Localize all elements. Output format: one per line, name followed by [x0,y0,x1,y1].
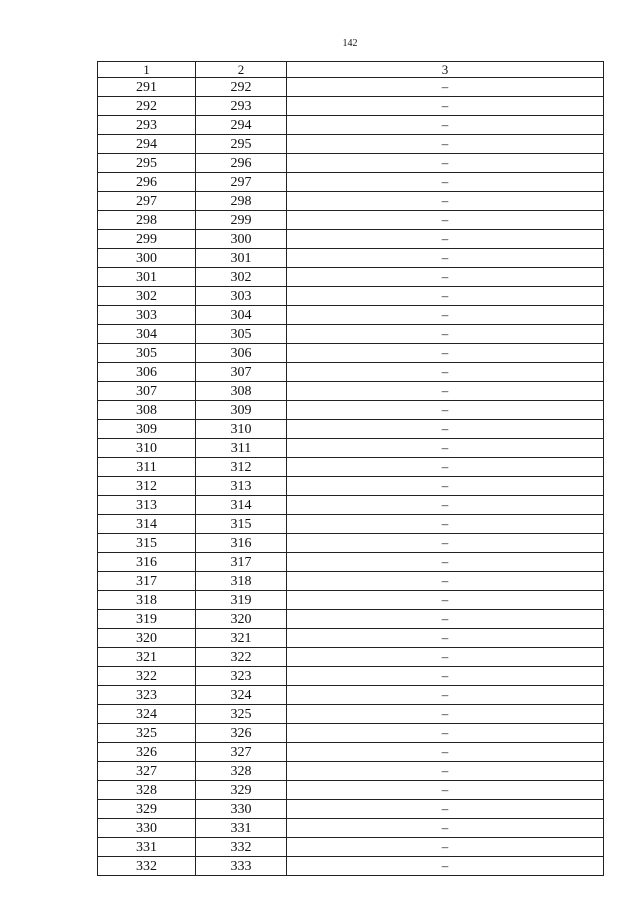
table-cell-col-1: 323 [98,686,196,705]
table-row [98,173,604,192]
dash-mark: – [441,364,449,379]
table-cell-col-3 [287,78,604,97]
table-cell-col-1: 302 [98,287,196,306]
table-cell-col-1: 322 [98,667,196,686]
table-cell-col-3 [287,724,604,743]
table-cell-col-3 [287,192,604,211]
table-cell-col-3 [287,743,604,762]
dash-mark: – [441,155,449,170]
dash-mark: – [441,79,449,94]
table-cell-col-1: 316 [98,553,196,572]
table-row [98,762,604,781]
table-cell-col-3 [287,154,604,173]
table-cell-col-1: 309 [98,420,196,439]
table-cell-col-3 [287,287,604,306]
table-cell-col-3 [287,705,604,724]
table-cell-col-1: 329 [98,800,196,819]
table-cell-col-2: 292 [196,78,287,97]
table-cell-col-2: 298 [196,192,287,211]
table-cell-col-1: 324 [98,705,196,724]
dash-mark: – [441,402,449,417]
table-cell-col-1: 327 [98,762,196,781]
table-cell-col-2: 307 [196,363,287,382]
dash-mark: – [441,668,449,683]
page-number: 142 [342,38,358,49]
dash-mark: – [441,516,449,531]
data-table [97,61,604,876]
table-cell-col-3 [287,838,604,857]
dash-mark: – [441,383,449,398]
table-row [98,420,604,439]
table-cell-col-2: 302 [196,268,287,287]
table-cell-col-1: 296 [98,173,196,192]
table-row [98,667,604,686]
table-cell-col-3 [287,211,604,230]
table-row [98,534,604,553]
table-row [98,591,604,610]
table-cell-col-2: 295 [196,135,287,154]
column-header-2: 2 [196,62,287,78]
table-row [98,97,604,116]
table-body [98,78,604,876]
table-cell-col-3 [287,458,604,477]
table-row [98,515,604,534]
table-cell-col-2: 320 [196,610,287,629]
table-cell-col-3 [287,781,604,800]
table-cell-col-1: 313 [98,496,196,515]
table-row [98,705,604,724]
table-row [98,325,604,344]
table-cell-col-2: 300 [196,230,287,249]
table-cell-col-1: 305 [98,344,196,363]
dash-mark: – [441,725,449,740]
table-cell-col-2: 297 [196,173,287,192]
table-header-row [98,62,604,78]
dash-mark: – [441,573,449,588]
table-cell-col-2: 294 [196,116,287,135]
table-cell-col-2: 332 [196,838,287,857]
table-row [98,781,604,800]
dash-mark: – [441,611,449,626]
table-cell-col-1: 307 [98,382,196,401]
dash-mark: – [441,801,449,816]
table-row [98,857,604,876]
table-cell-col-1: 325 [98,724,196,743]
table-row [98,610,604,629]
dash-mark: – [441,497,449,512]
table-row [98,268,604,287]
table-cell-col-2: 304 [196,306,287,325]
table-cell-col-1: 315 [98,534,196,553]
table-row [98,458,604,477]
table-row [98,496,604,515]
table-cell-col-2: 321 [196,629,287,648]
table-cell-col-1: 298 [98,211,196,230]
table-cell-col-2: 306 [196,344,287,363]
dash-mark: – [441,839,449,854]
dash-mark: – [441,136,449,151]
table-cell-col-3 [287,325,604,344]
table-row [98,838,604,857]
dash-mark: – [441,326,449,341]
table-cell-col-1: 291 [98,78,196,97]
table-cell-col-3 [287,572,604,591]
dash-mark: – [441,782,449,797]
dash-mark: – [441,459,449,474]
table-cell-col-3 [287,382,604,401]
dash-mark: – [441,117,449,132]
table-cell-col-2: 319 [196,591,287,610]
dash-mark: – [441,421,449,436]
table-cell-col-3 [287,439,604,458]
table-cell-col-2: 303 [196,287,287,306]
table-cell-col-1: 293 [98,116,196,135]
table-row [98,154,604,173]
table-cell-col-2: 311 [196,439,287,458]
dash-mark: – [441,535,449,550]
dash-mark: – [441,174,449,189]
dash-mark: – [441,592,449,607]
table-cell-col-3 [287,591,604,610]
table-row [98,401,604,420]
table-cell-col-3 [287,648,604,667]
table-cell-col-3 [287,268,604,287]
table-cell-col-3 [287,819,604,838]
dash-mark: – [441,478,449,493]
table-cell-col-3 [287,420,604,439]
table-row [98,230,604,249]
table-cell-col-1: 299 [98,230,196,249]
table-row [98,629,604,648]
table-cell-col-2: 299 [196,211,287,230]
table-row [98,211,604,230]
dash-mark: – [441,307,449,322]
dash-mark: – [441,288,449,303]
column-header-3: 3 [287,62,604,78]
table-row [98,743,604,762]
table-cell-col-2: 317 [196,553,287,572]
table-row [98,477,604,496]
table-cell-col-3 [287,249,604,268]
table-cell-col-3 [287,173,604,192]
table-cell-col-3 [287,116,604,135]
dash-mark: – [441,687,449,702]
dash-mark: – [441,630,449,645]
table-row [98,648,604,667]
dash-mark: – [441,820,449,835]
table-cell-col-2: 305 [196,325,287,344]
table-cell-col-1: 326 [98,743,196,762]
table-cell-col-3 [287,800,604,819]
dash-mark: – [441,554,449,569]
table-row [98,116,604,135]
table-row [98,306,604,325]
table-cell-col-2: 296 [196,154,287,173]
dash-mark: – [441,193,449,208]
table-cell-col-1: 297 [98,192,196,211]
table-cell-col-2: 333 [196,857,287,876]
table-cell-col-1: 303 [98,306,196,325]
table-cell-col-3 [287,230,604,249]
table-row [98,724,604,743]
dash-mark: – [441,212,449,227]
table-cell-col-3 [287,306,604,325]
table-cell-col-1: 319 [98,610,196,629]
table-cell-col-1: 301 [98,268,196,287]
table-row [98,192,604,211]
table-cell-col-1: 312 [98,477,196,496]
table-cell-col-1: 294 [98,135,196,154]
table-cell-col-1: 328 [98,781,196,800]
table-row [98,819,604,838]
table-cell-col-2: 330 [196,800,287,819]
table-cell-col-1: 317 [98,572,196,591]
dash-mark: – [441,98,449,113]
table-cell-col-1: 331 [98,838,196,857]
table-cell-col-3 [287,534,604,553]
table-row [98,287,604,306]
dash-mark: – [441,649,449,664]
table-cell-col-2: 309 [196,401,287,420]
table-cell-col-2: 325 [196,705,287,724]
table-row [98,553,604,572]
table-row [98,686,604,705]
table-cell-col-3 [287,667,604,686]
table-cell-col-1: 311 [98,458,196,477]
table-cell-col-3 [287,401,604,420]
table-cell-col-2: 315 [196,515,287,534]
table-cell-col-2: 327 [196,743,287,762]
dash-mark: – [441,231,449,246]
table-cell-col-1: 295 [98,154,196,173]
table-cell-col-1: 314 [98,515,196,534]
table-row [98,135,604,154]
table-cell-col-2: 323 [196,667,287,686]
table-cell-col-3 [287,97,604,116]
table-cell-col-3 [287,762,604,781]
dash-mark: – [441,269,449,284]
table-row [98,382,604,401]
table-row [98,439,604,458]
table-cell-col-2: 293 [196,97,287,116]
table-cell-col-1: 292 [98,97,196,116]
table-cell-col-2: 326 [196,724,287,743]
table-cell-col-2: 314 [196,496,287,515]
dash-mark: – [441,250,449,265]
table-cell-col-2: 318 [196,572,287,591]
table-row [98,800,604,819]
table-row [98,249,604,268]
table-row [98,344,604,363]
dash-mark: – [441,858,449,873]
table-cell-col-1: 304 [98,325,196,344]
dash-mark: – [441,345,449,360]
table-cell-col-3 [287,515,604,534]
table-cell-col-3 [287,610,604,629]
table-cell-col-3 [287,135,604,154]
table-cell-col-3 [287,857,604,876]
table-cell-col-3 [287,629,604,648]
table-row [98,572,604,591]
table-row [98,78,604,97]
table-cell-col-2: 313 [196,477,287,496]
table-cell-col-2: 312 [196,458,287,477]
table-cell-col-3 [287,344,604,363]
table-cell-col-2: 331 [196,819,287,838]
table-cell-col-1: 332 [98,857,196,876]
table-cell-col-1: 321 [98,648,196,667]
table-cell-col-2: 308 [196,382,287,401]
table-cell-col-2: 301 [196,249,287,268]
table-cell-col-1: 308 [98,401,196,420]
table-cell-col-2: 329 [196,781,287,800]
table-cell-col-3 [287,363,604,382]
table-cell-col-1: 318 [98,591,196,610]
table-cell-col-2: 316 [196,534,287,553]
table-cell-col-2: 328 [196,762,287,781]
table-cell-col-3 [287,686,604,705]
table-cell-col-2: 310 [196,420,287,439]
table-row [98,363,604,382]
table-cell-col-2: 324 [196,686,287,705]
column-header-1: 1 [98,62,196,78]
dash-mark: – [441,744,449,759]
table-cell-col-3 [287,553,604,572]
table-cell-col-1: 330 [98,819,196,838]
table-cell-col-3 [287,496,604,515]
dash-mark: – [441,440,449,455]
table-cell-col-1: 300 [98,249,196,268]
table-cell-col-3 [287,477,604,496]
table-cell-col-1: 310 [98,439,196,458]
table-cell-col-2: 322 [196,648,287,667]
table-cell-col-1: 306 [98,363,196,382]
dash-mark: – [441,706,449,721]
table-cell-col-1: 320 [98,629,196,648]
dash-mark: – [441,763,449,778]
